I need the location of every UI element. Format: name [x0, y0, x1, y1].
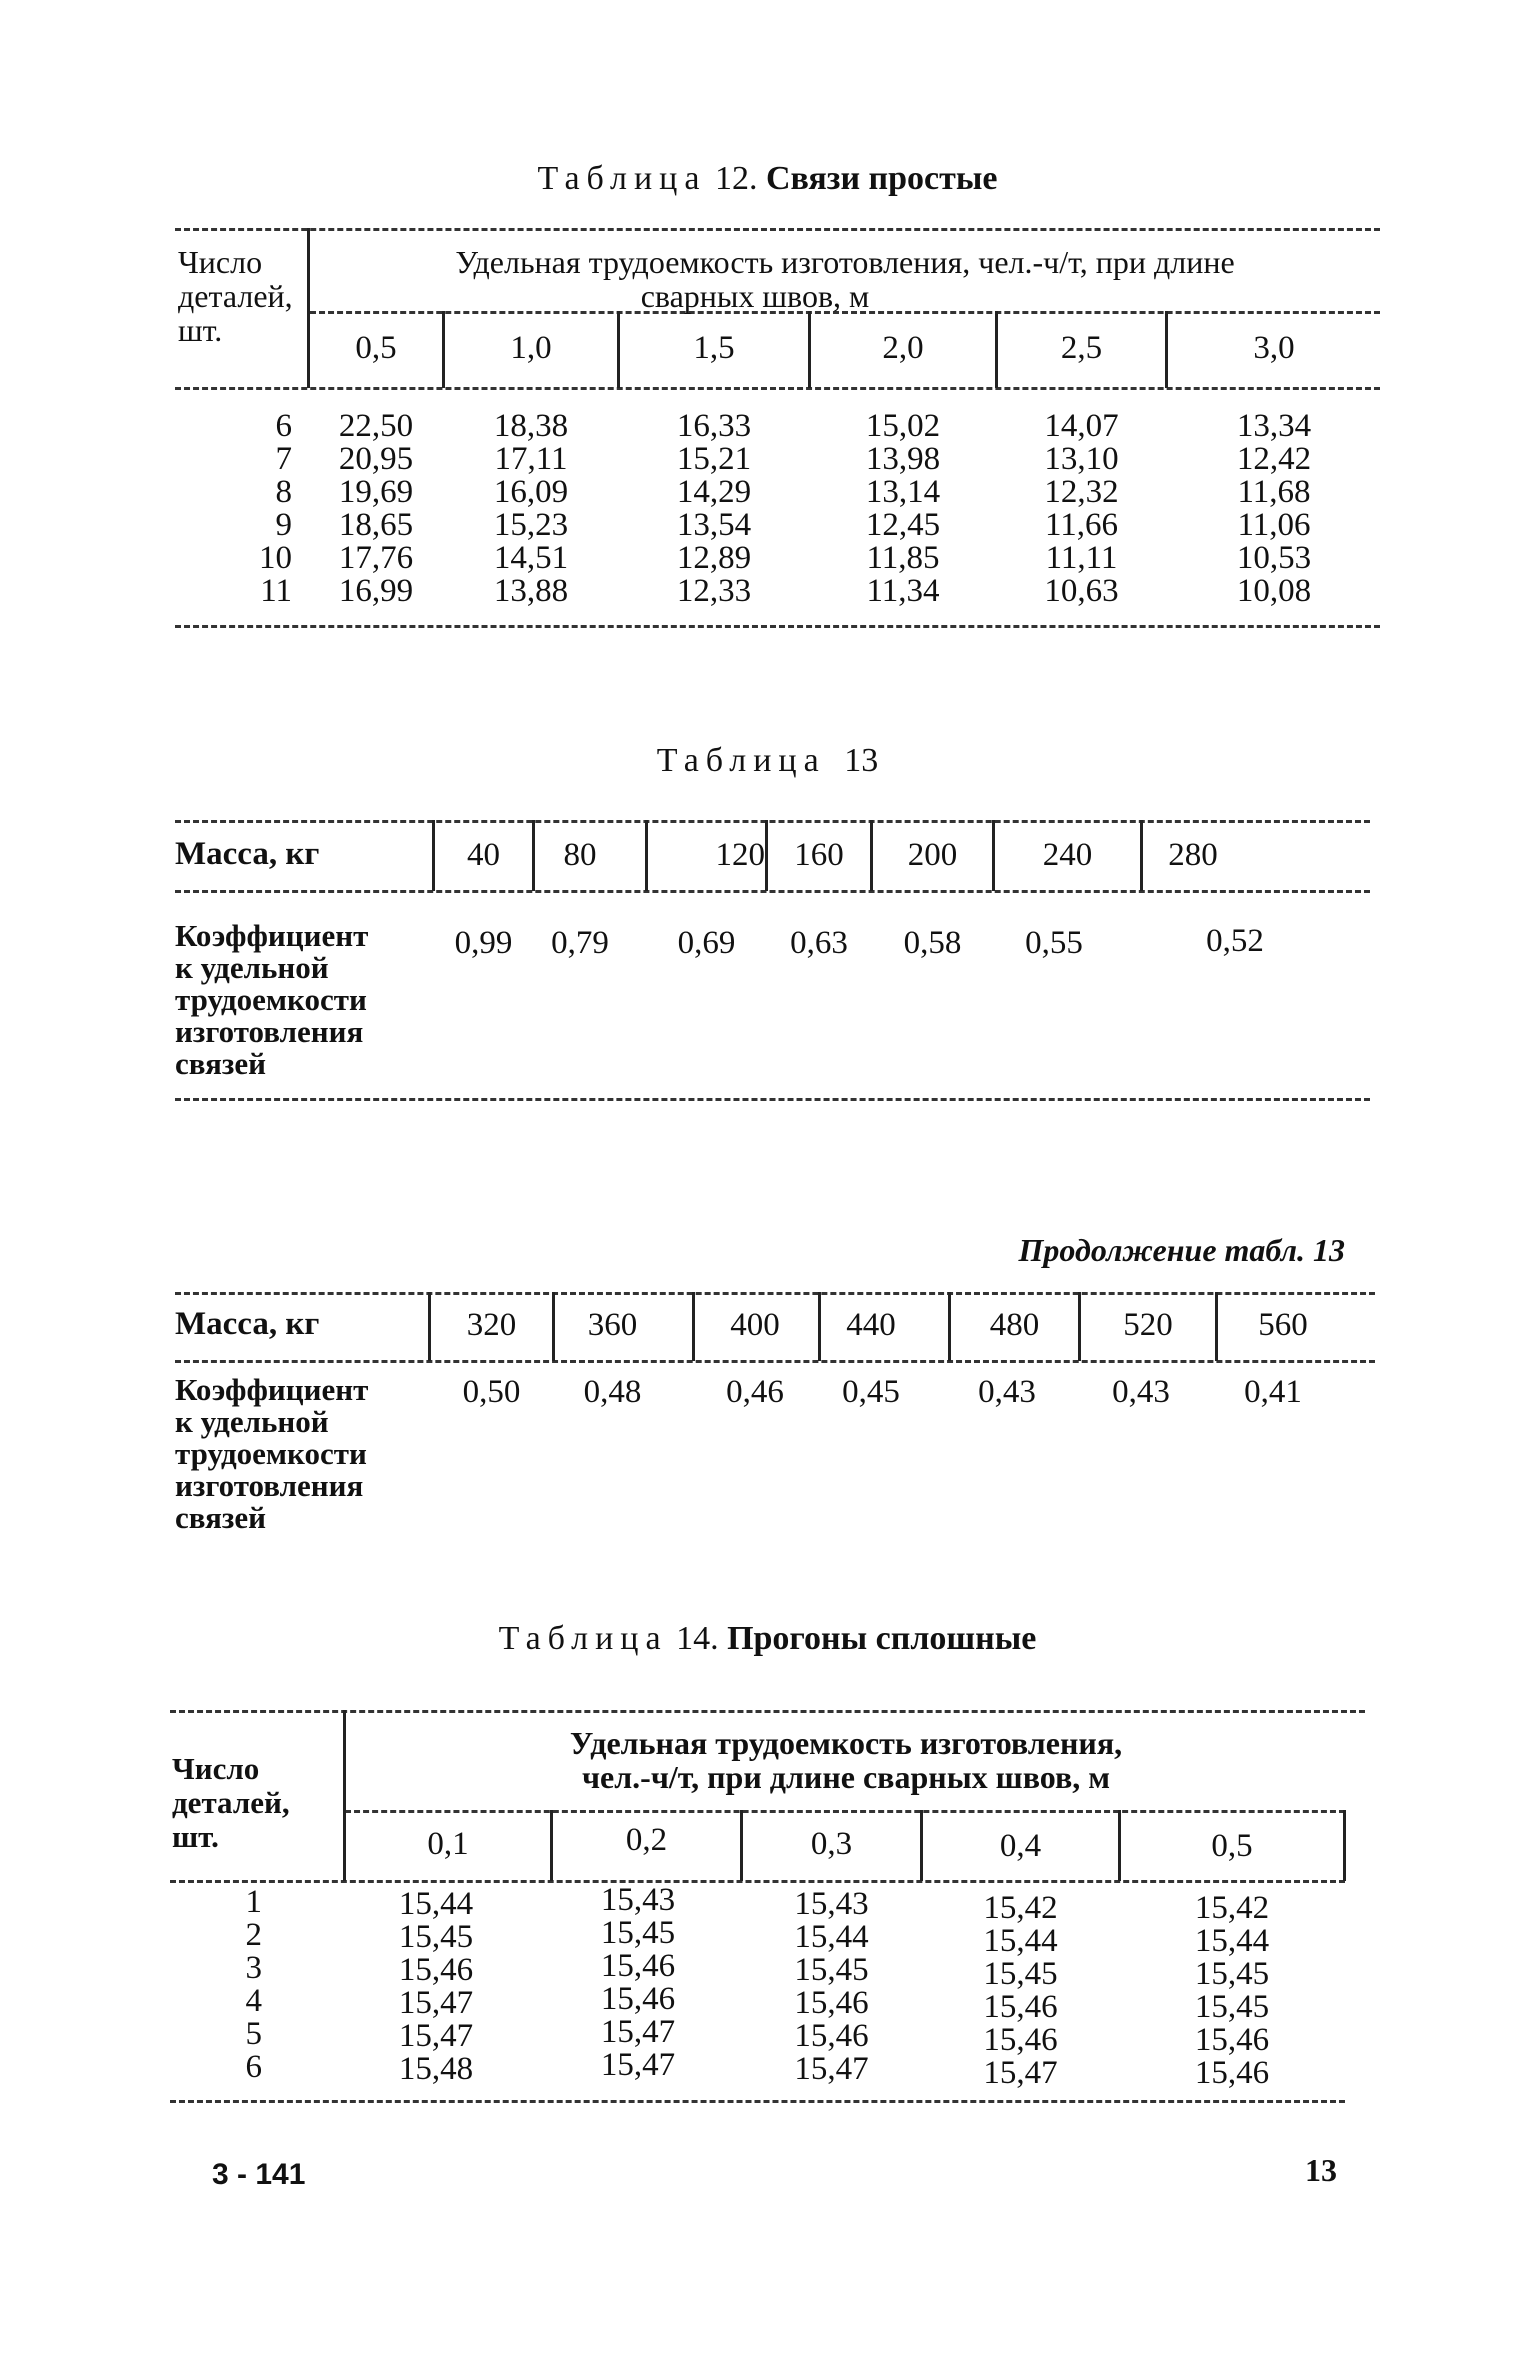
table-cell: 15,46	[600, 1948, 676, 1984]
table12-column-values	[998, 410, 1165, 608]
table13-cont-coef-label	[175, 1374, 368, 1534]
table12-caption-label: Таблица	[537, 160, 707, 197]
coef-cell: 0,46	[726, 1374, 784, 1410]
table-cell: 15,42	[1194, 1890, 1270, 1926]
table12-column-values	[1168, 410, 1380, 608]
table-cell: 10,08	[1236, 573, 1312, 609]
table-cell: 16,33	[676, 408, 752, 444]
column-header: 0,4	[999, 1828, 1042, 1864]
table-cell: 15,46	[600, 1981, 676, 2017]
table-cell: 16,99	[338, 573, 414, 609]
table-cell: 15,46	[794, 1985, 869, 2021]
table-cell: 15,47	[600, 2014, 676, 2050]
row-label: 3	[245, 1950, 262, 1986]
table-cell: 15,44	[398, 1886, 474, 1922]
table-cell: 15,21	[676, 441, 752, 477]
row-label: 7	[275, 441, 292, 477]
coef-label-line: Коэффициент	[175, 1372, 369, 1407]
mass-cell: 200	[907, 837, 958, 873]
row-header-line: Число	[178, 244, 263, 280]
table-cell: 12,45	[865, 507, 941, 543]
row-header-line: деталей,	[172, 1785, 290, 1820]
coef-cell: 0,55	[1025, 925, 1083, 961]
table-cell: 12,89	[676, 540, 752, 576]
table-cell: 20,95	[338, 441, 414, 477]
table-cell: 15,44	[1194, 1923, 1270, 1959]
table-cell: 14,29	[676, 474, 752, 510]
table-cell: 14,51	[493, 540, 569, 576]
table-cell: 15,47	[398, 2018, 474, 2054]
row-label: 11	[260, 573, 292, 609]
table13-cont-mass-label: Масса, кг	[175, 1306, 320, 1342]
table-cell: 15,45	[398, 1919, 474, 1955]
table-cell: 11,68	[1237, 474, 1311, 510]
coef-label-line: изготовления	[175, 1468, 364, 1503]
coef-cell: 0,41	[1244, 1374, 1302, 1410]
coef-label-line: к удельной	[175, 950, 329, 985]
mass-cell: 480	[989, 1307, 1040, 1343]
table12-caption-number: 12.	[714, 160, 758, 197]
column-header: 3,0	[1253, 330, 1295, 366]
table-cell: 17,11	[494, 441, 568, 477]
mass-cell: 520	[1123, 1307, 1173, 1343]
table13-caption-label: Таблица	[656, 742, 826, 779]
table-cell: 12,42	[1236, 441, 1312, 477]
table12-group-header	[310, 245, 1380, 313]
coef-cell: 0,43	[978, 1374, 1036, 1410]
coef-cell: 0,58	[903, 925, 962, 961]
row-label: 10	[259, 540, 292, 576]
table14-caption	[0, 1620, 1535, 1658]
table-cell: 15,42	[983, 1890, 1058, 1926]
column-header: 0,1	[427, 1826, 469, 1862]
mass-cell: 80	[563, 837, 597, 873]
table-cell: 15,02	[865, 408, 941, 444]
table-cell: 11,11	[1045, 540, 1118, 576]
row-label: 1	[245, 1884, 262, 1920]
row-label: 8	[275, 474, 292, 510]
coef-cell: 0,99	[454, 925, 513, 961]
table-cell: 15,46	[1194, 2022, 1270, 2058]
table-cell: 15,45	[1194, 1989, 1270, 2025]
mass-cell: 160	[794, 837, 844, 873]
table-cell: 15,43	[794, 1886, 869, 1922]
table-cell: 15,43	[600, 1882, 676, 1918]
group-header-line: Удельная трудоемкость изготовления,	[569, 1725, 1123, 1761]
table-cell: 15,45	[983, 1956, 1058, 1992]
table14-column-values	[1121, 1892, 1343, 2090]
coef-label-line: связей	[175, 1046, 266, 1081]
page-number: 13	[1305, 2152, 1337, 2188]
table14-column-values	[743, 1888, 920, 2086]
table-cell: 11,85	[866, 540, 940, 576]
table-cell: 13,10	[1044, 441, 1119, 477]
coef-label-line: трудоемкости	[175, 982, 367, 1017]
table-cell: 14,07	[1044, 408, 1119, 444]
row-label: 9	[275, 507, 292, 543]
mass-cell: 120	[715, 837, 765, 873]
table-cell: 10,53	[1236, 540, 1312, 576]
row-label: 6	[275, 408, 292, 444]
mass-cell: 400	[730, 1307, 780, 1343]
mass-cell: 280	[1168, 837, 1218, 873]
table-cell: 19,69	[338, 474, 414, 510]
table-cell: 15,44	[794, 1919, 869, 1955]
coef-label-line: к удельной	[175, 1404, 329, 1439]
mass-cell: 320	[466, 1307, 517, 1343]
column-header: 0,3	[810, 1826, 853, 1862]
coef-cell: 0,50	[462, 1374, 521, 1410]
table-cell: 15,48	[398, 2051, 474, 2087]
table12-column-values	[445, 410, 617, 608]
table-cell: 17,76	[338, 540, 414, 576]
table-cell: 13,14	[865, 474, 941, 510]
coef-cell: 0,52	[1206, 923, 1264, 959]
row-label: 6	[245, 2049, 262, 2085]
table14-caption-label: Таблица	[498, 1620, 668, 1657]
table14-group-header	[346, 1726, 1346, 1794]
group-header-line: сварных швов, м	[640, 278, 870, 314]
coef-cell: 0,63	[790, 925, 848, 961]
table-cell: 15,46	[983, 2022, 1058, 2058]
table14-column-values	[346, 1888, 526, 2086]
column-header: 1,5	[693, 330, 735, 366]
group-header-line: Удельная трудоемкость изготовления, чел.-ч/т, при длине	[455, 244, 1235, 280]
table-cell: 13,98	[865, 441, 941, 477]
table-cell: 15,47	[600, 2047, 676, 2083]
row-label: 4	[245, 1983, 262, 2019]
coef-cell: 0,48	[583, 1374, 642, 1410]
table-cell: 15,47	[398, 1985, 474, 2021]
column-header: 0,2	[625, 1822, 668, 1858]
table-cell: 16,09	[493, 474, 569, 510]
table14-row-header	[172, 1752, 290, 1854]
table14-caption-number: 14.	[676, 1620, 719, 1657]
column-header: 1,0	[510, 330, 552, 366]
coef-cell: 0,43	[1112, 1374, 1170, 1410]
table12-row-labels	[220, 410, 292, 608]
table13-mass-label: Масса, кг	[175, 836, 320, 872]
mass-cell: 40	[467, 837, 500, 873]
row-label: 2	[245, 1917, 262, 1953]
table12-caption-title: Связи простые	[765, 160, 998, 197]
coef-cell: 0,69	[677, 925, 736, 961]
coef-label-line: Коэффициент	[175, 918, 369, 953]
table-cell: 15,23	[493, 507, 569, 543]
table-cell: 11,34	[866, 573, 940, 609]
mass-cell: 360	[587, 1307, 638, 1343]
table-cell: 15,45	[600, 1915, 676, 1951]
table12-column-values	[811, 410, 995, 608]
table-cell: 10,63	[1044, 573, 1119, 609]
coef-cell: 0,45	[842, 1374, 900, 1410]
coef-cell: 0,79	[551, 925, 609, 961]
table14-column-values	[553, 1884, 723, 2082]
table-cell: 12,32	[1044, 474, 1119, 510]
row-header-line: шт.	[178, 312, 223, 348]
table-cell: 22,50	[338, 408, 414, 444]
mass-cell: 240	[1042, 837, 1093, 873]
table14-column-values	[923, 1892, 1118, 2090]
group-header-line: чел.-ч/т, при длине сварных швов, м	[581, 1759, 1111, 1795]
footer-signature: 3 - 141	[212, 2158, 306, 2191]
coef-label-line: изготовления	[175, 1014, 364, 1049]
column-header: 2,5	[1060, 330, 1103, 366]
mass-cell: 560	[1258, 1307, 1308, 1343]
table-cell: 18,38	[493, 408, 569, 444]
table-cell: 13,54	[676, 507, 752, 543]
row-header-line: Число	[172, 1751, 260, 1786]
table-cell: 15,47	[983, 2055, 1058, 2091]
column-header: 0,5	[1211, 1828, 1253, 1864]
table14-caption-title: Прогоны сплошные	[727, 1620, 1037, 1657]
table13-coef-label	[175, 920, 368, 1080]
table-cell: 13,88	[493, 573, 569, 609]
table-cell: 13,34	[1236, 408, 1312, 444]
column-header: 2,0	[882, 330, 924, 366]
table-cell: 12,33	[676, 573, 752, 609]
table-cell: 15,46	[794, 2018, 869, 2054]
mass-cell: 440	[846, 1307, 896, 1343]
table13-continuation: Продолжение табл. 13	[1018, 1232, 1345, 1268]
row-header-line: деталей,	[178, 278, 293, 314]
table-cell: 18,65	[338, 507, 414, 543]
table12-column-values	[310, 410, 442, 608]
table-cell: 11,66	[1044, 507, 1119, 543]
table-cell: 15,46	[983, 1989, 1058, 2025]
table-cell: 15,46	[1194, 2055, 1270, 2091]
table-cell: 15,45	[794, 1952, 869, 1988]
table12-caption	[0, 160, 1535, 198]
table13-caption-number: 13	[844, 742, 879, 779]
table14-row-labels	[220, 1886, 262, 2084]
column-header: 0,5	[355, 330, 397, 366]
table-cell: 15,47	[794, 2051, 869, 2087]
table-cell: 15,45	[1194, 1956, 1270, 1992]
table13-caption	[0, 742, 1535, 780]
row-label: 5	[245, 2016, 262, 2052]
row-header-line: шт.	[172, 1819, 219, 1854]
table-cell: 11,06	[1237, 507, 1311, 543]
coef-label-line: трудоемкости	[175, 1436, 367, 1471]
table12-column-values	[620, 410, 808, 608]
table-cell: 15,46	[398, 1952, 474, 1988]
table-cell: 15,44	[983, 1923, 1058, 1959]
coef-label-line: связей	[175, 1500, 266, 1535]
